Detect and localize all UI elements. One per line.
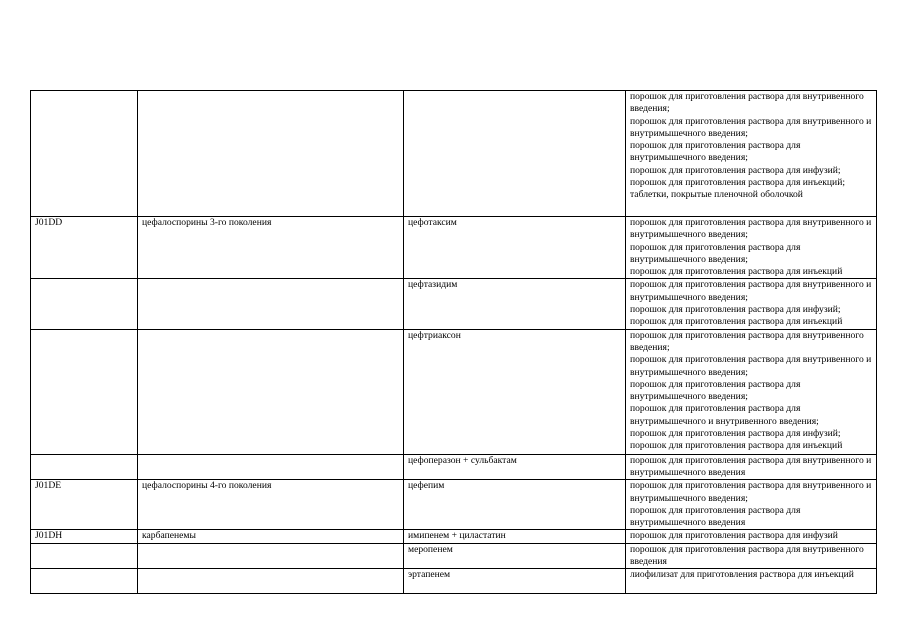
dosage-form-line: порошок для приготовления раствора для инъекций <box>630 266 843 278</box>
dosage-form-line: порошок для приготовления раствора для внутримышечного введения; <box>630 241 801 265</box>
dosage-form-line: порошок для приготовления раствора для внутривенного введения; <box>630 329 864 353</box>
atc-code-cell <box>31 279 138 329</box>
dosage-forms-cell <box>626 543 877 569</box>
atc-code-cell <box>31 454 138 480</box>
group-cell: цефалоспорины 4-го поколения <box>138 480 404 530</box>
dosage-form-line: порошок для приготовления раствора для внутримышечного введения; <box>630 140 801 164</box>
dosage-form-line: таблетки, покрытые пленочной оболочкой <box>630 189 803 201</box>
dosage-forms-cell <box>626 530 877 543</box>
drug-cell: цефотаксим <box>404 217 626 279</box>
dosage-form-line: порошок для приготовления раствора для инфузий; <box>630 428 841 440</box>
drug-cell: цефепим <box>404 480 626 530</box>
dosage-form-line: порошок для приготовления раствора для внутривенного и внутримышечного введения; <box>630 115 872 139</box>
drug-cell: цефтриаксон <box>404 329 626 454</box>
dosage-form-line: порошок для приготовления раствора для инъекций <box>630 316 843 328</box>
dosage-form-line: порошок для приготовления раствора для внутривенного и внутримышечного введения; <box>630 480 872 504</box>
dosage-forms-cell <box>626 480 877 530</box>
drug-table-body <box>31 91 877 594</box>
dosage-form-line: порошок для приготовления раствора для внутривенного и внутримышечного введения; <box>630 279 872 303</box>
dosage-form-line: порошок для приготовления раствора для внутривенного и внутримышечного введения; <box>630 217 872 241</box>
table-row <box>31 480 877 530</box>
drug-cell: цефоперазон + сульбактам <box>404 454 626 480</box>
dosage-form-line: порошок для приготовления раствора для внутривенного и внутримышечного введения <box>630 454 872 478</box>
table-row <box>31 91 877 217</box>
table-row <box>31 543 877 569</box>
atc-code-cell: J01DE <box>31 480 138 530</box>
drug-cell: меропенем <box>404 543 626 569</box>
dosage-forms-cell <box>626 217 877 279</box>
dosage-form-line: порошок для приготовления раствора для инфузий; <box>630 164 841 176</box>
dosage-form-line: порошок для приготовления раствора для инъекций; <box>630 177 845 189</box>
group-cell <box>138 569 404 594</box>
table-row <box>31 569 877 594</box>
group-cell <box>138 454 404 480</box>
table-row <box>31 454 877 480</box>
dosage-form-line: порошок для приготовления раствора для внутривенного введения <box>630 543 864 568</box>
drug-cell: цефтазидим <box>404 279 626 329</box>
dosage-forms-cell <box>626 279 877 329</box>
drug-cell: эртапенем <box>404 569 626 594</box>
dosage-forms-cell <box>626 91 877 217</box>
group-cell <box>138 543 404 569</box>
table-row <box>31 530 877 543</box>
dosage-forms-cell <box>626 329 877 454</box>
group-cell <box>138 91 404 217</box>
drug-cell <box>404 91 626 217</box>
dosage-form-line: порошок для приготовления раствора для внутривенного введения; <box>630 91 864 115</box>
dosage-form-line: порошок для приготовления раствора для инъекций <box>630 440 843 452</box>
atc-code-cell <box>31 569 138 594</box>
table-row <box>31 329 877 454</box>
atc-code-cell <box>31 91 138 217</box>
drug-cell: имипенем + циластатин <box>404 530 626 543</box>
group-cell <box>138 329 404 454</box>
group-cell: карбапенемы <box>138 530 404 543</box>
table-row <box>31 217 877 279</box>
dosage-form-line: порошок для приготовления раствора для внутривенного и внутримышечного введения; <box>630 354 872 378</box>
dosage-form-line: лиофилизат для приготовления раствора для инъекций <box>630 569 854 581</box>
dosage-form-line: порошок для приготовления раствора для внутримышечного и внутривенного введения; <box>630 403 819 427</box>
atc-code-cell <box>31 543 138 569</box>
table-row <box>31 279 877 329</box>
atc-code-cell: J01DH <box>31 530 138 543</box>
dosage-forms-cell <box>626 454 877 480</box>
atc-code-cell: J01DD <box>31 217 138 279</box>
drug-table <box>30 90 877 594</box>
atc-code-cell <box>31 329 138 454</box>
dosage-form-line: порошок для приготовления раствора для внутримышечного введения <box>630 504 801 529</box>
group-cell <box>138 279 404 329</box>
dosage-form-line: порошок для приготовления раствора для инфузий <box>630 530 838 542</box>
dosage-form-line: порошок для приготовления раствора для внутримышечного введения; <box>630 378 801 403</box>
dosage-forms-cell <box>626 569 877 594</box>
group-cell: цефалоспорины 3-го поколения <box>138 217 404 279</box>
dosage-form-line: порошок для приготовления раствора для инфузий; <box>630 304 841 316</box>
